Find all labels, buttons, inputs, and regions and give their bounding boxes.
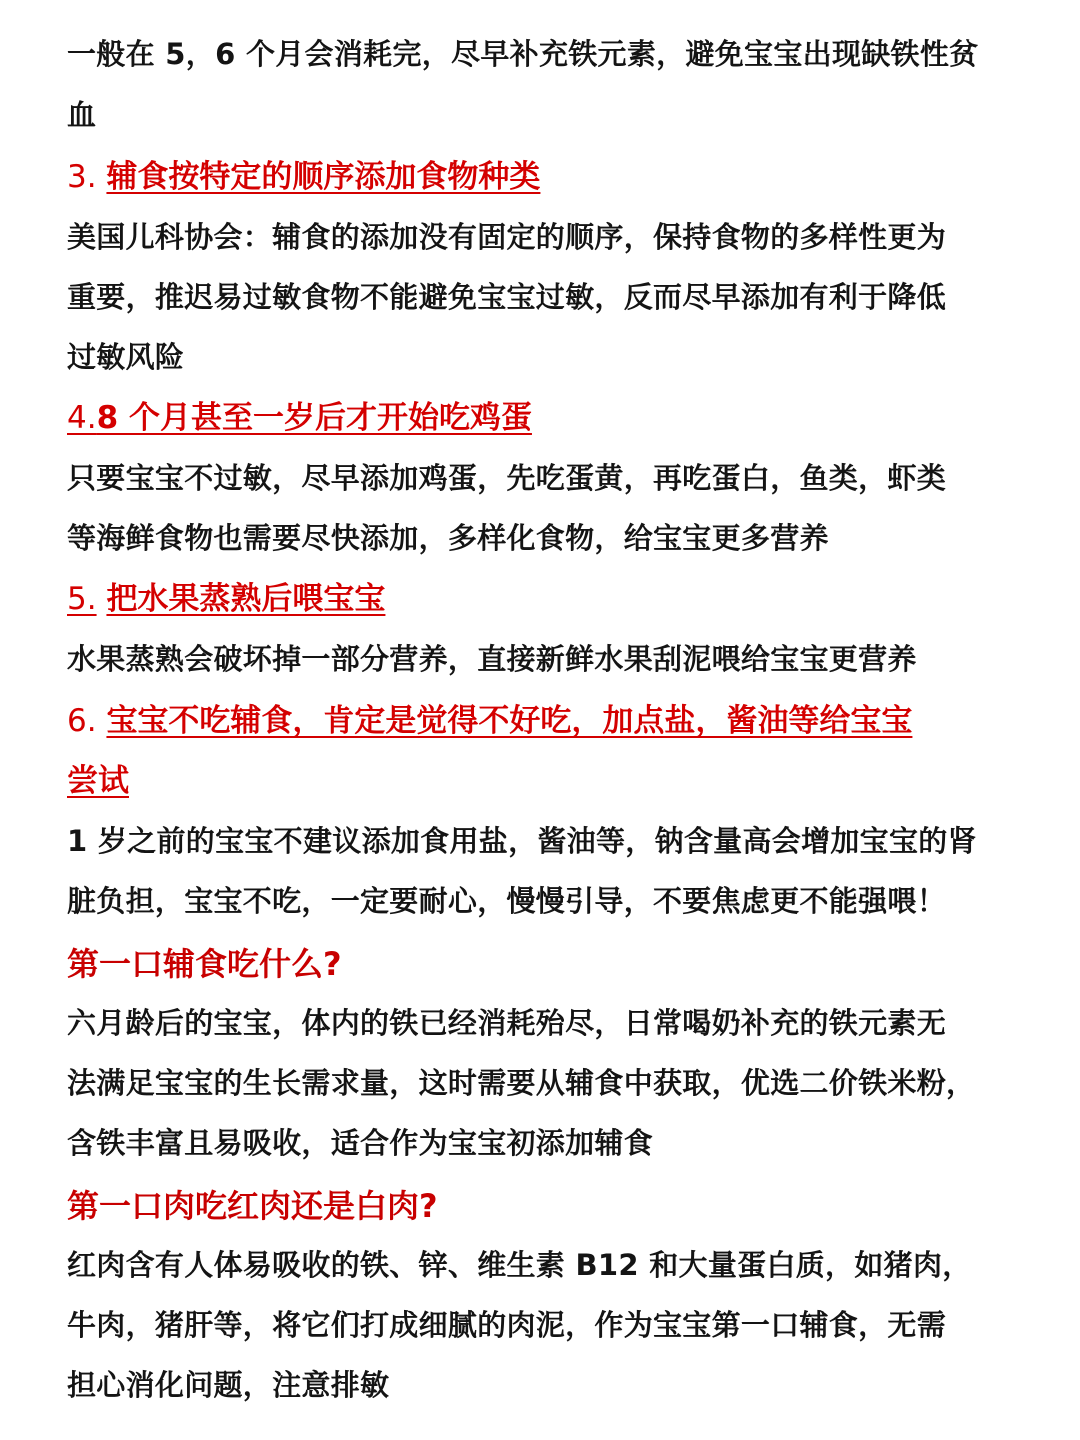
qa-first-meat-heading: 第一口肉吃红肉还是白肉? [67,1187,438,1225]
section-6-body-line-2: 脏负担，宝宝不吃，一定要耐心，慢慢引导，不要焦虑更不能强喂！ [67,884,947,918]
section-4-number: 4. [67,400,97,436]
qa-first-meat-body-line-3: 担心消化问题，注意排敏 [67,1368,390,1402]
section-6-title-line-2: 尝试 [67,763,129,799]
section-3-body-line-2: 重要，推迟易过敏食物不能避免宝宝过敏，反而尽早添加有利于降低 [67,280,947,314]
section-6-heading [67,703,1017,739]
section-4-heading [67,400,1017,436]
section-6-title-line-1: 宝宝不吃辅食，肯定是觉得不好吃，加点盐，酱油等给宝宝 [106,703,913,739]
section-3-heading [67,159,1017,195]
intro-line-2: 血 [67,98,97,132]
section-3-body-line-3: 过敏风险 [67,340,185,374]
section-5-body-line-1: 水果蒸熟会破坏掉一部分营养，直接新鲜水果刮泥喂给宝宝更营养 [67,642,917,676]
qa-first-food-heading: 第一口辅食吃什么? [67,945,342,983]
section-4-body-line-1: 只要宝宝不过敏，尽早添加鸡蛋，先吃蛋黄，再吃蛋白，鱼类，虾类 [67,461,947,495]
section-4-title: 8 个月甚至一岁后才开始吃鸡蛋 [96,400,532,436]
qa-first-food-body-line-2: 法满足宝宝的生长需求量，这时需要从辅食中获取，优选二价铁米粉， [67,1066,976,1100]
section-3-title: 辅食按特定的顺序添加食物种类 [106,159,541,195]
intro-line-1: 一般在 5，6 个月会消耗完，尽早补充铁元素，避免宝宝出现缺铁性贫 [67,37,979,71]
section-5-title: 把水果蒸熟后喂宝宝 [106,581,386,617]
section-4-body-line-2: 等海鲜食物也需要尽快添加，多样化食物，给宝宝更多营养 [67,521,829,555]
section-6-body-line-1: 1 岁之前的宝宝不建议添加食用盐，酱油等，钠含量高会增加宝宝的肾 [67,824,977,858]
section-5-heading [67,581,1017,617]
section-6-number: 6. [67,703,97,739]
qa-first-meat-body-line-1: 红肉含有人体易吸收的铁、锌、维生素 B12 和大量蛋白质，如猪肉， [67,1248,972,1282]
section-6-heading-continued [67,763,1017,799]
section-5-number: 5. [67,581,97,617]
section-3-number: 3. [67,159,97,195]
qa-first-food-body-line-3: 含铁丰富且易吸收，适合作为宝宝初添加辅食 [67,1126,654,1160]
qa-first-food-body-line-1: 六月龄后的宝宝，体内的铁已经消耗殆尽，日常喝奶补充的铁元素无 [67,1006,947,1040]
qa-first-meat-body-line-2: 牛肉，猪肝等，将它们打成细腻的肉泥，作为宝宝第一口辅食，无需 [67,1308,947,1342]
section-3-body-line-1: 美国儿科协会：辅食的添加没有固定的顺序，保持食物的多样性更为 [67,220,947,254]
